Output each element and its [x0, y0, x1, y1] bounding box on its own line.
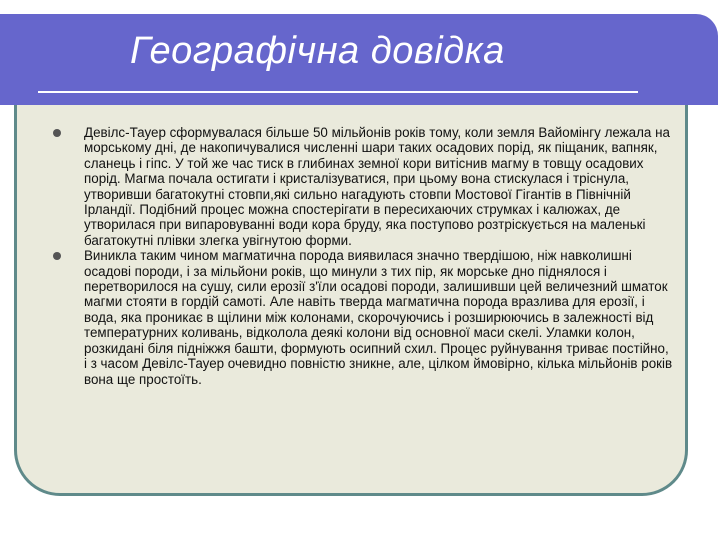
title-underline — [38, 91, 638, 93]
round-bullet-icon — [53, 252, 61, 260]
body-text-list — [48, 125, 674, 387]
paragraph-text: Девілс-Тауер сформувалася більше 50 мільйонів років тому, коли земля Вайомінгу лежала на морському дні, де накопичувалися численні шари таких осадових порід, як піщаник, вапняк, сланець і гіпс. У той же час тиск в глибинах земної кори витіснив магму в товщу осадових порід. Магма почала остигати і кристалізуватися, при цьому вона стискулася і тріснула, утворивши багатокутні стовпи,які сильно нагадують стовпи Мостової Гігантів в Північній Ірландії. Подібний процес можна спостерігати в пересихаючих струмках і калюжах, де утворилася при випаровуванні води кора бруду, яка поступово розтріскується на маленькі багатокутні плівки злегка увігнутою форми. — [84, 125, 670, 248]
round-bullet-icon — [53, 129, 61, 137]
paragraph-text: Виникла таким чином магматична порода виявилася значно твердішою, ніж навколишні осадові породи, і за мільйони років, що минули з тих пір, як морське дно піднялося і перетворилося на сушу, сили ерозії з'їли осадові породи, залишивши цей величезний шматок магми стояти в гордій самоті. Але навіть тверда магматична порода вразлива для ерозії, і вода, яка проникає в щілини між колонами, скорочуючись і розширюючись в залежності від температурних коливань, відколола деякі колони від основної маси скелі. Уламки колон, розкидані біля підніжжя башти, формують осипний схил. Процес руйнування триває постійно, і з часом Девілс-Тауер очевидно повністю зникне, але, цілком ймовірно, кілька мільйонів років вона ще простоїть. — [84, 248, 673, 387]
slide-title: Географічна довідка — [130, 30, 505, 72]
list-item — [48, 125, 674, 248]
list-item — [48, 248, 674, 387]
